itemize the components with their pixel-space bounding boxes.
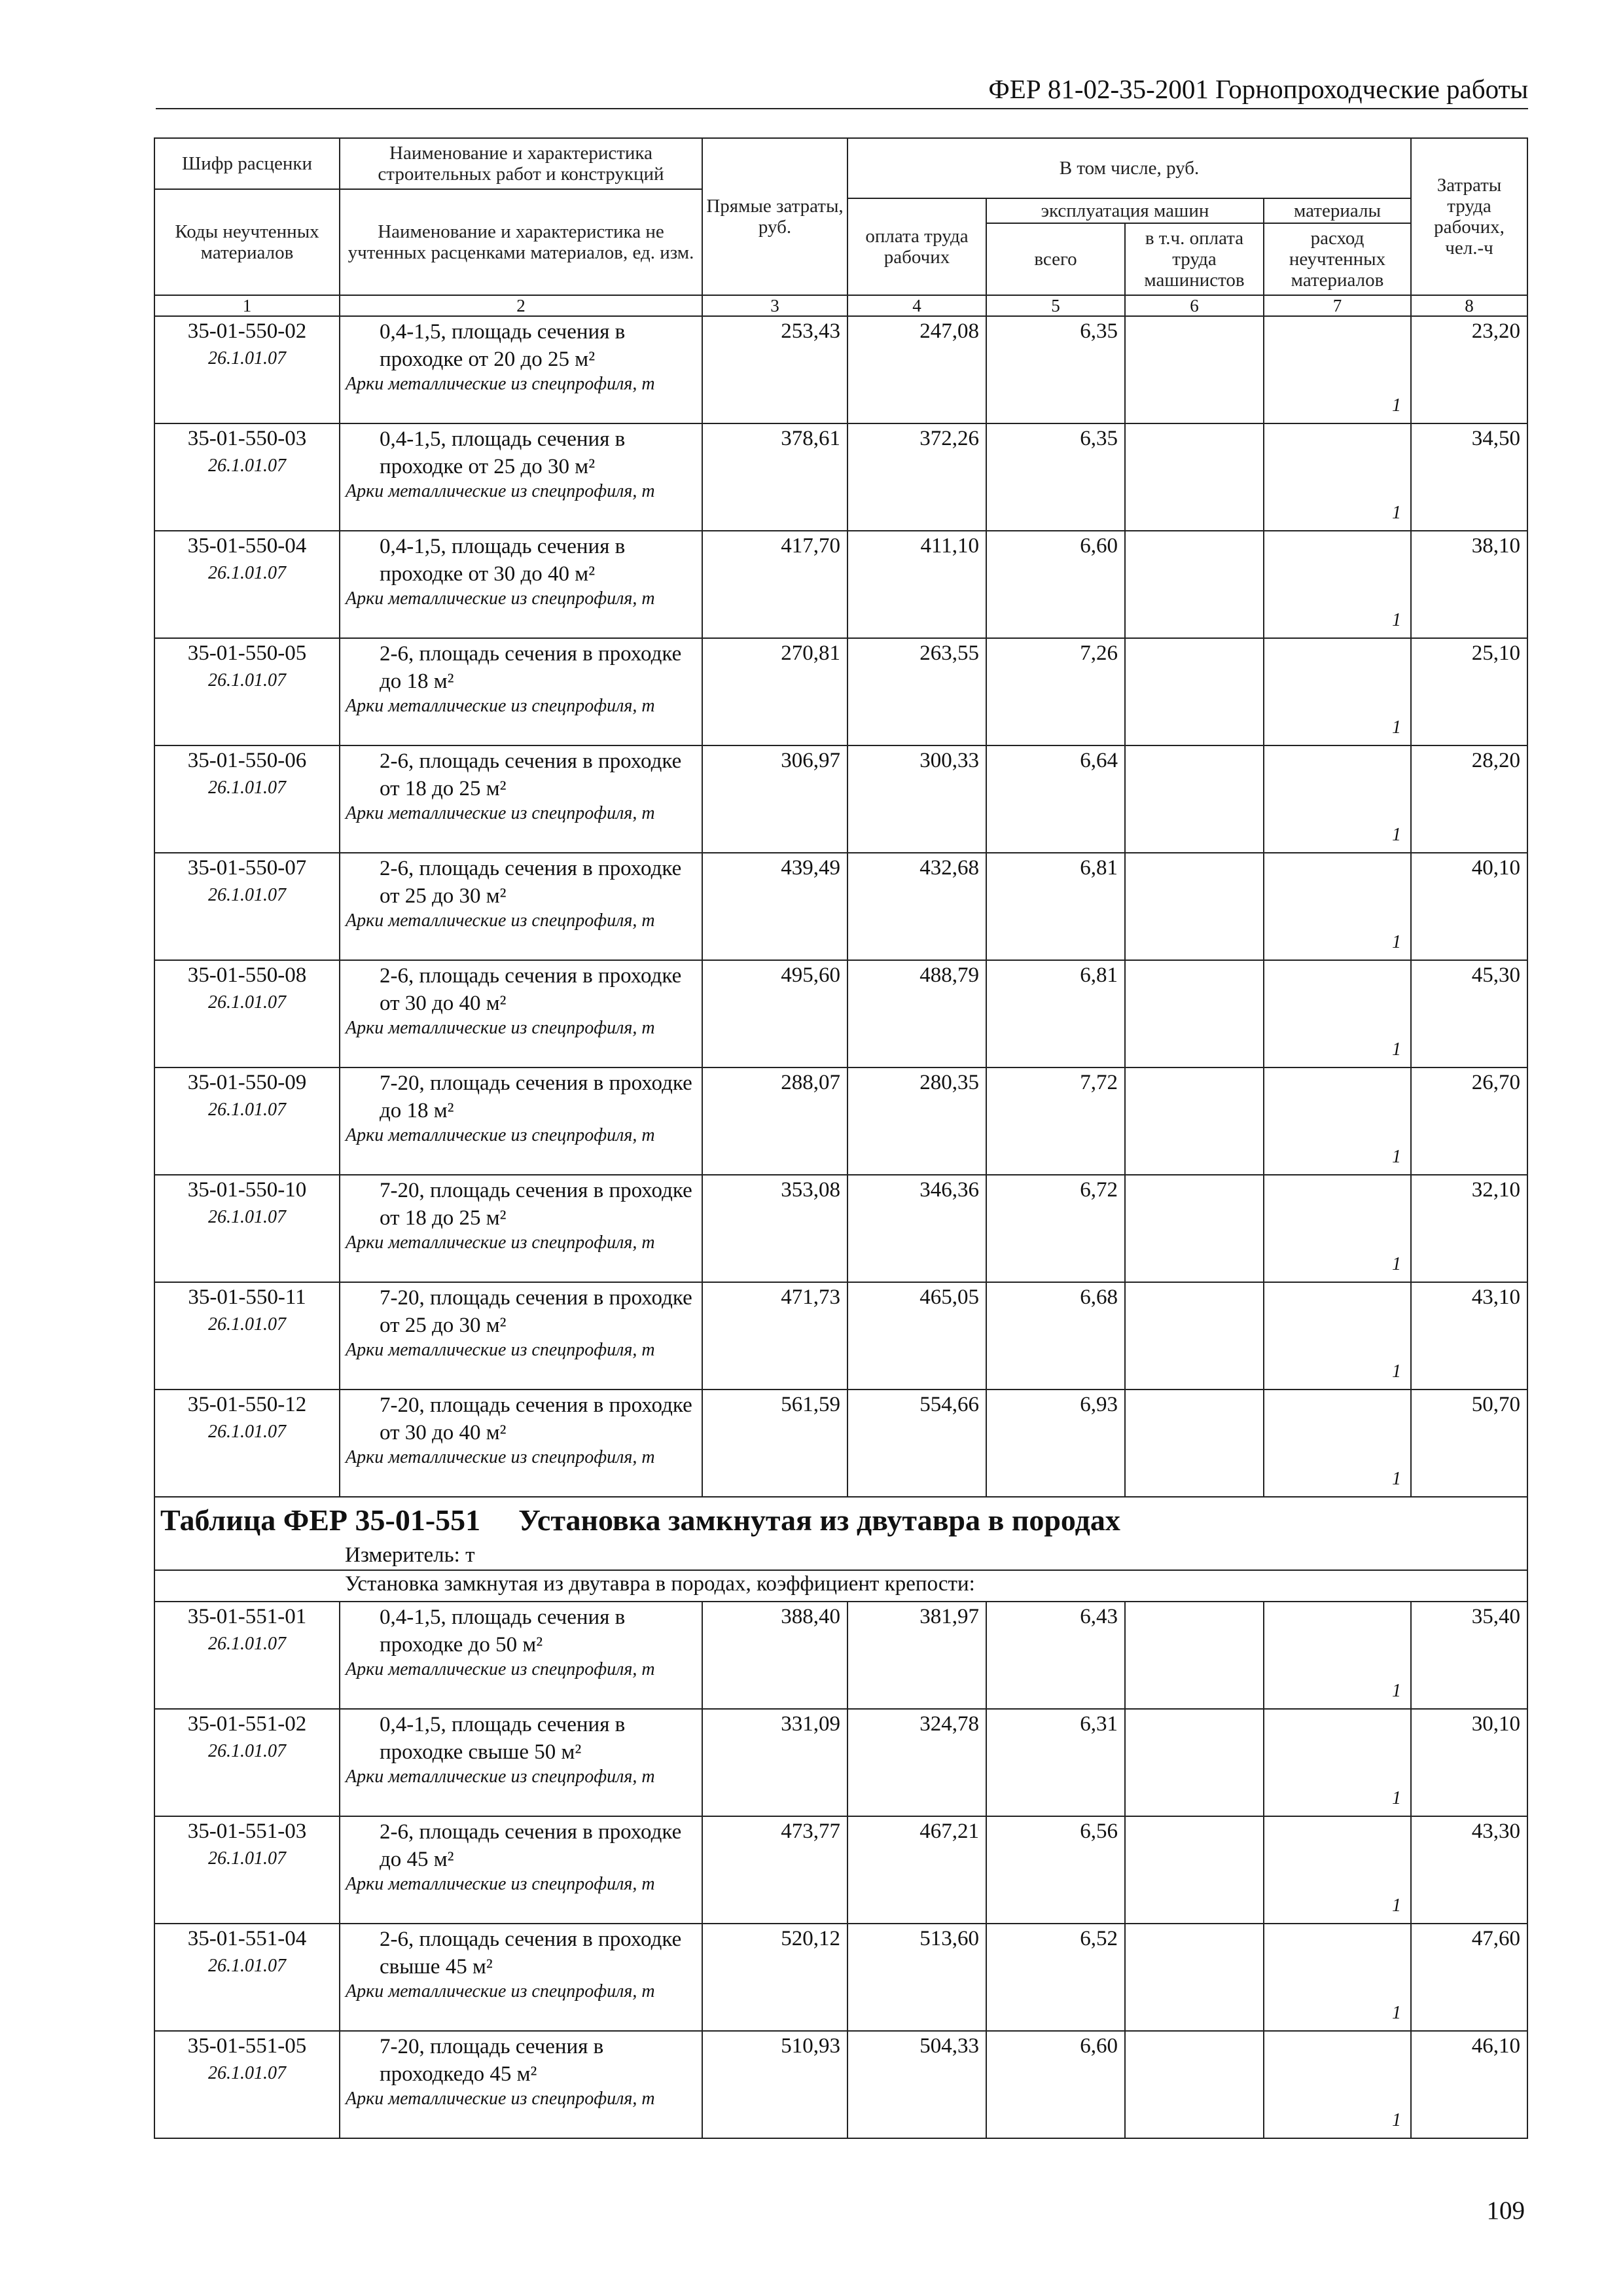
material-qty: 1 <box>1392 1254 1401 1274</box>
material-name: Арки металлические из спецпрофиля, т <box>346 1767 655 1787</box>
machine-operators <box>1125 853 1264 960</box>
material-qty: 1 <box>1392 717 1401 738</box>
labor-hours: 45,30 <box>1411 960 1527 1067</box>
table-551-title: Установка замкнутая из двутавра в породах <box>518 1503 1120 1537</box>
rate-code: 35-01-551-05 <box>187 2034 307 2058</box>
labor-pay: 432,68 <box>847 853 986 960</box>
material-code: 26.1.01.07 <box>208 1207 286 1227</box>
column-number: 5 <box>986 295 1125 316</box>
rate-code: 35-01-550-05 <box>187 641 307 665</box>
labor-hours: 43,10 <box>1411 1282 1527 1390</box>
code-cell <box>154 1282 340 1390</box>
rate-code: 35-01-551-03 <box>187 1820 307 1843</box>
machine-operators <box>1125 1709 1264 1816</box>
material-qty: 1 <box>1392 1681 1401 1701</box>
rate-code: 35-01-550-12 <box>187 1393 307 1416</box>
labor-hours: 43,30 <box>1411 1816 1527 1924</box>
rate-code: 35-01-551-01 <box>187 1605 307 1628</box>
labor-hours: 26,70 <box>1411 1067 1527 1175</box>
material-name: Арки металлические из спецпрофиля, т <box>346 1981 655 2001</box>
material-code: 26.1.01.07 <box>208 778 286 798</box>
rate-code: 35-01-550-06 <box>187 749 307 772</box>
table-row <box>154 1390 1527 1497</box>
rate-code: 35-01-550-04 <box>187 534 307 558</box>
table-551-header <box>154 1497 1527 1602</box>
header-name-bottom: Наименование и характеристика не учтенных расценками материалов, ед. изм. <box>340 189 702 295</box>
machine-total: 6,64 <box>986 745 1125 853</box>
table-row <box>154 1709 1527 1816</box>
material-code: 26.1.01.07 <box>208 992 286 1013</box>
table-551-meter: Измеритель: т <box>154 1541 1527 1570</box>
rate-code: 35-01-551-02 <box>187 1712 307 1736</box>
direct-costs: 561,59 <box>702 1390 847 1497</box>
name-cell <box>340 423 702 531</box>
material-qty: 1 <box>1392 503 1401 523</box>
direct-costs: 353,08 <box>702 1175 847 1282</box>
material-code: 26.1.01.07 <box>208 1422 286 1442</box>
name-cell <box>340 960 702 1067</box>
work-name: 2-6, площадь сечения в проходке до 18 м² <box>380 642 682 693</box>
work-name: 0,4-1,5, площадь сечения в проходке от 25 до 30 м² <box>380 427 626 478</box>
header-materials-unaccounted: расход неучтенных материалов <box>1264 223 1411 295</box>
header-labor-pay: оплата труда рабочих <box>847 198 986 295</box>
material-name: Арки металлические из спецпрофиля, т <box>346 1340 655 1360</box>
machine-total: 6,56 <box>986 1816 1125 1924</box>
header-labor-hours: Затраты труда рабочих, чел.-ч <box>1411 138 1527 295</box>
direct-costs: 378,61 <box>702 423 847 531</box>
work-name: 0,4-1,5, площадь сечения в проходке от 20 до 25 м² <box>380 320 626 371</box>
rate-code: 35-01-550-03 <box>187 427 307 450</box>
rate-code: 35-01-550-08 <box>187 963 307 987</box>
labor-pay: 513,60 <box>847 1924 986 2031</box>
column-number: 7 <box>1264 295 1411 316</box>
rate-code: 35-01-550-07 <box>187 856 307 880</box>
rate-code: 35-01-550-10 <box>187 1178 307 1202</box>
material-qty: 1 <box>1392 932 1401 952</box>
material-code: 26.1.01.07 <box>208 1741 286 1761</box>
materials-cell <box>1264 1924 1411 2031</box>
material-qty: 1 <box>1392 1788 1401 1808</box>
direct-costs: 439,49 <box>702 853 847 960</box>
table-row <box>154 2031 1527 2138</box>
header-machine-ops: эксплуатация машин <box>986 198 1264 223</box>
table-row <box>154 423 1527 531</box>
materials-cell <box>1264 1175 1411 1282</box>
material-name: Арки металлические из спецпрофиля, т <box>346 910 655 931</box>
labor-pay: 280,35 <box>847 1067 986 1175</box>
code-cell <box>154 316 340 423</box>
table-551-heading <box>154 1497 1527 1541</box>
code-cell <box>154 638 340 745</box>
machine-operators <box>1125 1282 1264 1390</box>
work-name: 2-6, площадь сечения в проходке от 30 до 40 м² <box>380 964 682 1015</box>
machine-total: 7,26 <box>986 638 1125 745</box>
machine-operators <box>1125 423 1264 531</box>
material-name: Арки металлические из спецпрофиля, т <box>346 374 655 394</box>
code-cell <box>154 531 340 638</box>
material-name: Арки металлические из спецпрофиля, т <box>346 481 655 501</box>
machine-operators <box>1125 960 1264 1067</box>
name-cell <box>340 1175 702 1282</box>
labor-hours: 25,10 <box>1411 638 1527 745</box>
material-qty: 1 <box>1392 2110 1401 2130</box>
column-number: 4 <box>847 295 986 316</box>
table-551-label: Таблица ФЕР 35-01-551 <box>160 1503 481 1537</box>
materials-cell <box>1264 745 1411 853</box>
rows-table-550 <box>154 316 1527 1497</box>
direct-costs: 270,81 <box>702 638 847 745</box>
table-row <box>154 1282 1527 1390</box>
labor-pay: 554,66 <box>847 1390 986 1497</box>
material-code: 26.1.01.07 <box>208 2063 286 2083</box>
direct-costs: 306,97 <box>702 745 847 853</box>
name-cell <box>340 316 702 423</box>
name-cell <box>340 1816 702 1924</box>
code-cell <box>154 1175 340 1282</box>
table-header <box>154 138 1527 316</box>
direct-costs: 388,40 <box>702 1602 847 1709</box>
material-qty: 1 <box>1392 1147 1401 1167</box>
name-cell <box>340 638 702 745</box>
direct-costs: 331,09 <box>702 1709 847 1816</box>
labor-hours: 46,10 <box>1411 2031 1527 2138</box>
work-name: 2-6, площадь сечения в проходке от 18 до 25 м² <box>380 749 682 800</box>
machine-total: 6,35 <box>986 316 1125 423</box>
material-qty: 1 <box>1392 2003 1401 2023</box>
material-name: Арки металлические из спецпрофиля, т <box>346 1125 655 1145</box>
labor-hours: 50,70 <box>1411 1390 1527 1497</box>
material-name: Арки металлические из спецпрофиля, т <box>346 1659 655 1679</box>
page-header-title: ФЕР 81-02-35-2001 Горнопроходческие работы <box>988 74 1528 104</box>
code-cell <box>154 2031 340 2138</box>
labor-pay: 372,26 <box>847 423 986 531</box>
header-code-top: Шифр расценки <box>154 138 340 189</box>
work-name: 0,4-1,5, площадь сечения в проходке от 30 до 40 м² <box>380 535 626 586</box>
labor-pay: 411,10 <box>847 531 986 638</box>
direct-costs: 473,77 <box>702 1816 847 1924</box>
name-cell <box>340 2031 702 2138</box>
labor-hours: 35,40 <box>1411 1602 1527 1709</box>
header-incl-rub: В том числе, руб. <box>847 138 1411 198</box>
labor-hours: 32,10 <box>1411 1175 1527 1282</box>
table-row <box>154 960 1527 1067</box>
labor-pay: 247,08 <box>847 316 986 423</box>
code-cell <box>154 1709 340 1816</box>
rate-code: 35-01-551-04 <box>187 1927 307 1950</box>
materials-cell <box>1264 1390 1411 1497</box>
materials-cell <box>1264 2031 1411 2138</box>
labor-pay: 346,36 <box>847 1175 986 1282</box>
price-table <box>154 137 1528 2139</box>
column-number: 6 <box>1125 295 1264 316</box>
material-qty: 1 <box>1392 1469 1401 1489</box>
labor-hours: 40,10 <box>1411 853 1527 960</box>
rate-code: 35-01-550-09 <box>187 1071 307 1094</box>
header-direct-costs: Прямые затраты, руб. <box>702 138 847 295</box>
labor-pay: 324,78 <box>847 1709 986 1816</box>
machine-total: 6,52 <box>986 1924 1125 2031</box>
code-cell <box>154 423 340 531</box>
work-name: 0,4-1,5, площадь сечения в проходке свыше 50 м² <box>380 1713 626 1764</box>
name-cell <box>340 1924 702 2031</box>
labor-hours: 38,10 <box>1411 531 1527 638</box>
machine-operators <box>1125 1067 1264 1175</box>
name-cell <box>340 1067 702 1175</box>
code-cell <box>154 745 340 853</box>
name-cell <box>340 1390 702 1497</box>
machine-total: 6,60 <box>986 531 1125 638</box>
header-divider <box>156 108 1528 109</box>
materials-cell <box>1264 853 1411 960</box>
material-qty: 1 <box>1392 1039 1401 1060</box>
rate-code: 35-01-550-11 <box>188 1285 306 1309</box>
labor-pay: 467,21 <box>847 1816 986 1924</box>
material-qty: 1 <box>1392 825 1401 845</box>
labor-pay: 504,33 <box>847 2031 986 2138</box>
table-row <box>154 1175 1527 1282</box>
materials-cell <box>1264 960 1411 1067</box>
material-name: Арки металлические из спецпрофиля, т <box>346 2089 655 2109</box>
material-code: 26.1.01.07 <box>208 1314 286 1335</box>
table-row <box>154 853 1527 960</box>
machine-operators <box>1125 1924 1264 2031</box>
code-cell <box>154 853 340 960</box>
materials-cell <box>1264 1816 1411 1924</box>
labor-pay: 465,05 <box>847 1282 986 1390</box>
work-name: 0,4-1,5, площадь сечения в проходке до 50 м² <box>380 1605 626 1657</box>
column-number: 8 <box>1411 295 1527 316</box>
materials-cell <box>1264 1602 1411 1709</box>
materials-cell <box>1264 316 1411 423</box>
materials-cell <box>1264 1282 1411 1390</box>
code-cell <box>154 1067 340 1175</box>
rows-table-551 <box>154 1602 1527 2138</box>
direct-costs: 417,70 <box>702 531 847 638</box>
material-qty: 1 <box>1392 610 1401 630</box>
name-cell <box>340 1709 702 1816</box>
direct-costs: 510,93 <box>702 2031 847 2138</box>
machine-total: 6,81 <box>986 853 1125 960</box>
table-row <box>154 316 1527 423</box>
machine-operators <box>1125 1175 1264 1282</box>
material-code: 26.1.01.07 <box>208 563 286 583</box>
materials-cell <box>1264 638 1411 745</box>
machine-total: 6,31 <box>986 1709 1125 1816</box>
column-number: 2 <box>340 295 702 316</box>
direct-costs: 471,73 <box>702 1282 847 1390</box>
machine-total: 6,72 <box>986 1175 1125 1282</box>
code-cell <box>154 1924 340 2031</box>
table-row <box>154 1602 1527 1709</box>
material-name: Арки металлические из спецпрофиля, т <box>346 696 655 716</box>
page-number: 109 <box>1486 2197 1525 2225</box>
name-cell <box>340 745 702 853</box>
name-cell <box>340 1602 702 1709</box>
machine-total: 7,72 <box>986 1067 1125 1175</box>
material-code: 26.1.01.07 <box>208 885 286 905</box>
labor-pay: 263,55 <box>847 638 986 745</box>
material-code: 26.1.01.07 <box>208 1848 286 1869</box>
name-cell <box>340 1282 702 1390</box>
labor-hours: 23,20 <box>1411 316 1527 423</box>
machine-total: 6,81 <box>986 960 1125 1067</box>
work-name: 2-6, площадь сечения в проходке от 25 до 30 м² <box>380 857 682 908</box>
machine-total: 6,93 <box>986 1390 1125 1497</box>
header-materials: материалы <box>1264 198 1411 223</box>
code-cell <box>154 1816 340 1924</box>
material-code: 26.1.01.07 <box>208 1956 286 1976</box>
column-number: 3 <box>702 295 847 316</box>
name-cell <box>340 853 702 960</box>
material-name: Арки металлические из спецпрофиля, т <box>346 803 655 823</box>
materials-cell <box>1264 423 1411 531</box>
material-code: 26.1.01.07 <box>208 456 286 476</box>
work-name: 2-6, площадь сечения в проходке до 45 м² <box>380 1820 682 1871</box>
material-name: Арки металлические из спецпрофиля, т <box>346 1232 655 1253</box>
material-code: 26.1.01.07 <box>208 348 286 368</box>
work-name: 7-20, площадь сечения в проходке от 30 до 40 м² <box>380 1393 692 1444</box>
work-name: 7-20, площадь сечения в проходке от 18 до 25 м² <box>380 1179 692 1230</box>
direct-costs: 288,07 <box>702 1067 847 1175</box>
material-qty: 1 <box>1392 1361 1401 1382</box>
materials-cell <box>1264 531 1411 638</box>
material-qty: 1 <box>1392 395 1401 416</box>
column-number: 1 <box>154 295 340 316</box>
header-machine-total: всего <box>986 223 1125 295</box>
machine-total: 6,60 <box>986 2031 1125 2138</box>
machine-operators <box>1125 1816 1264 1924</box>
table-row <box>154 1924 1527 2031</box>
direct-costs: 520,12 <box>702 1924 847 2031</box>
material-name: Арки металлические из спецпрофиля, т <box>346 1447 655 1467</box>
work-name: 2-6, площадь сечения в проходке свыше 45 м² <box>380 1928 682 1979</box>
direct-costs: 253,43 <box>702 316 847 423</box>
machine-operators <box>1125 1602 1264 1709</box>
work-name: 7-20, площадь сечения в проходкедо 45 м² <box>380 2035 604 2086</box>
material-name: Арки металлические из спецпрофиля, т <box>346 588 655 609</box>
code-cell <box>154 1602 340 1709</box>
header-code-bottom: Коды неучтенных материалов <box>154 189 340 295</box>
table-row <box>154 1816 1527 1924</box>
header-machine-operators: в т.ч. оплата труда машинистов <box>1125 223 1264 295</box>
material-qty: 1 <box>1392 1895 1401 1916</box>
material-code: 26.1.01.07 <box>208 1634 286 1654</box>
machine-operators <box>1125 531 1264 638</box>
table-row <box>154 1067 1527 1175</box>
direct-costs: 495,60 <box>702 960 847 1067</box>
machine-operators <box>1125 745 1264 853</box>
labor-hours: 30,10 <box>1411 1709 1527 1816</box>
machine-operators <box>1125 2031 1264 2138</box>
machine-total: 6,68 <box>986 1282 1125 1390</box>
machine-operators <box>1125 1390 1264 1497</box>
labor-pay: 300,33 <box>847 745 986 853</box>
machine-operators <box>1125 316 1264 423</box>
material-name: Арки металлические из спецпрофиля, т <box>346 1874 655 1894</box>
name-cell <box>340 531 702 638</box>
labor-hours: 34,50 <box>1411 423 1527 531</box>
labor-hours: 47,60 <box>1411 1924 1527 2031</box>
machine-total: 6,43 <box>986 1602 1125 1709</box>
table-row <box>154 638 1527 745</box>
material-name: Арки металлические из спецпрофиля, т <box>346 1018 655 1038</box>
materials-cell <box>1264 1709 1411 1816</box>
labor-hours: 28,20 <box>1411 745 1527 853</box>
table-551-section: Установка замкнутая из двутавра в породах, коэффициент крепости: <box>154 1570 1527 1602</box>
table-row <box>154 745 1527 853</box>
machine-operators <box>1125 638 1264 745</box>
material-code: 26.1.01.07 <box>208 670 286 691</box>
rate-code: 35-01-550-02 <box>187 319 307 343</box>
machine-total: 6,35 <box>986 423 1125 531</box>
labor-pay: 488,79 <box>847 960 986 1067</box>
header-name-top: Наименование и характеристика строительных работ и конструкций <box>340 138 702 189</box>
table-row <box>154 531 1527 638</box>
work-name: 7-20, площадь сечения в проходке до 18 м² <box>380 1071 692 1122</box>
code-cell <box>154 1390 340 1497</box>
work-name: 7-20, площадь сечения в проходке от 25 до 30 м² <box>380 1286 692 1337</box>
labor-pay: 381,97 <box>847 1602 986 1709</box>
code-cell <box>154 960 340 1067</box>
materials-cell <box>1264 1067 1411 1175</box>
material-code: 26.1.01.07 <box>208 1100 286 1120</box>
